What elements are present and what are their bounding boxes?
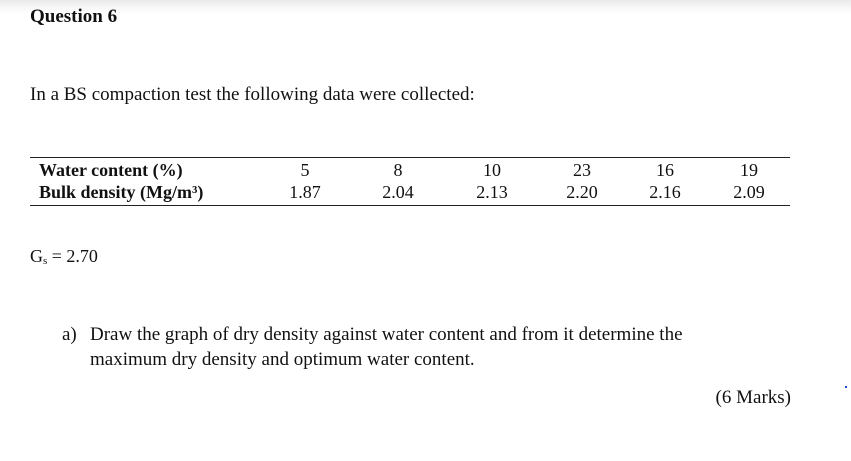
table-cell: 5 — [300, 160, 310, 180]
part-a-text: Draw the graph of dry density against water content and from it determine the maximum dry density and optimum water content. — [90, 324, 683, 370]
page-top-shadow — [0, 0, 851, 14]
table-cell: 2.13 — [476, 182, 508, 202]
table-cell: 2.20 — [566, 182, 598, 202]
specific-gravity — [30, 246, 98, 267]
part-a-marker: a) — [62, 324, 77, 345]
table-cell: 2.04 — [382, 182, 414, 202]
question-title: Question 6 — [30, 6, 118, 27]
table-cell: 23 — [573, 160, 591, 180]
table-row-bulk-density — [30, 182, 790, 204]
row-label-bulk-density: Bulk density (Mg/m³) — [39, 182, 204, 202]
table-cell: 8 — [393, 160, 403, 180]
compaction-data-table — [30, 157, 790, 206]
marks-label: (6 Marks) — [715, 387, 791, 408]
gs-subscript: s — [43, 255, 48, 267]
table-row-water-content — [30, 160, 790, 182]
row-label-water-content: Water content (%) — [39, 160, 183, 180]
part-a — [62, 322, 750, 372]
table-cell: 19 — [740, 160, 758, 180]
table-cell: 16 — [656, 160, 674, 180]
table-cell: 1.87 — [289, 182, 321, 202]
gs-value: = 2.70 — [47, 246, 98, 266]
question-intro: In a BS compaction test the following data were collected: — [30, 84, 475, 105]
gs-symbol: G — [30, 246, 43, 266]
table-cell: 10 — [483, 160, 501, 180]
stray-dot — [845, 386, 847, 388]
table-cell: 2.16 — [649, 182, 681, 202]
table-cell: 2.09 — [733, 182, 765, 202]
